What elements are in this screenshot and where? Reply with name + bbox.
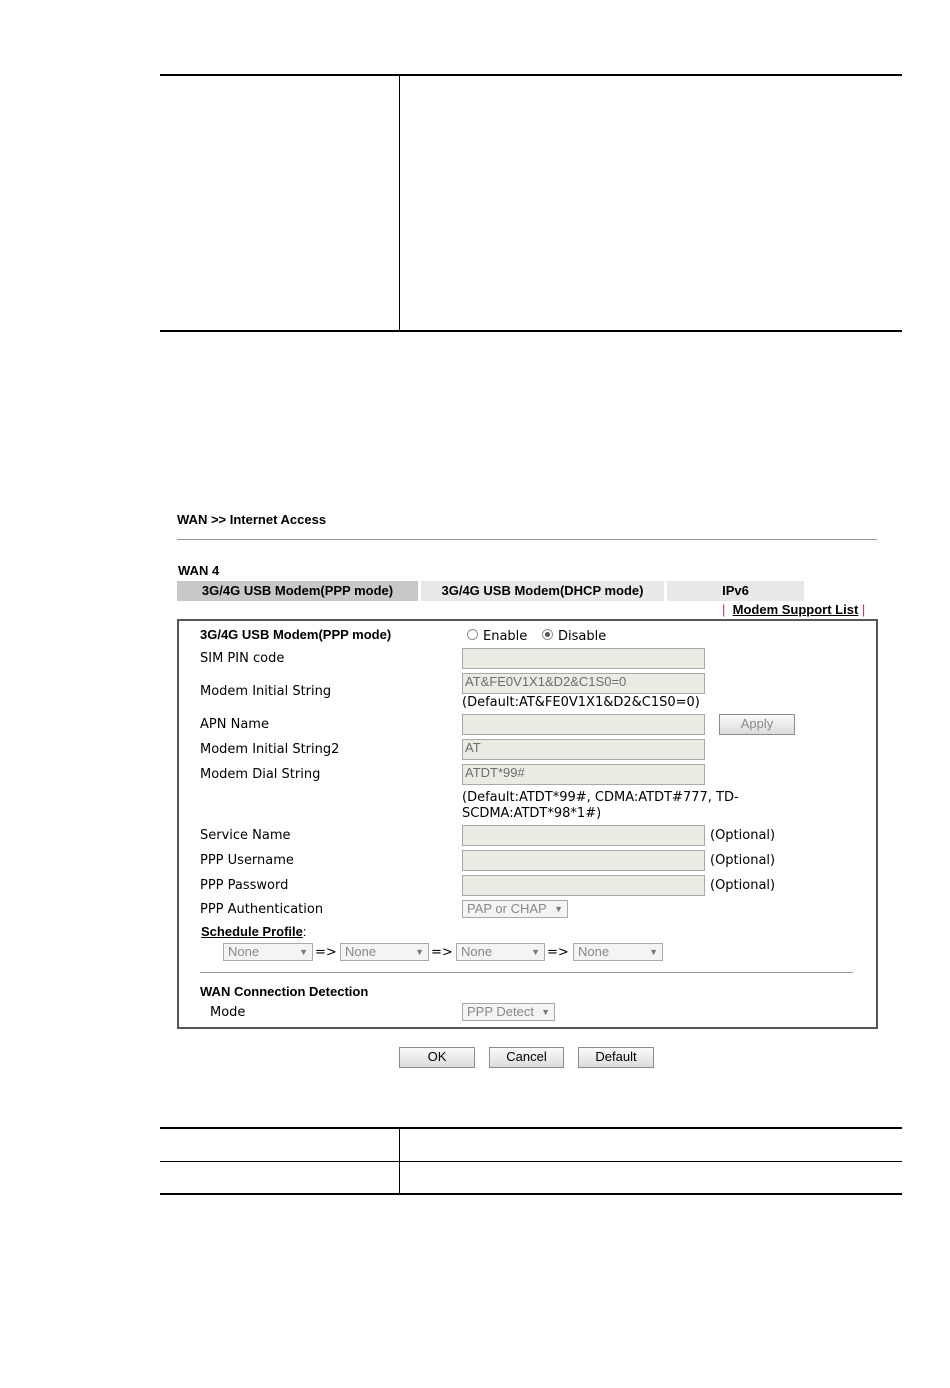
dial-string-default-line2: SCDMA:ATDT*98*1#) — [462, 806, 602, 821]
schedule-value-3: None — [461, 944, 493, 959]
schedule-arrow-2: => — [431, 945, 453, 960]
ppp-password-label: PPP Password — [200, 878, 289, 893]
chevron-down-icon: ▼ — [554, 904, 563, 914]
dial-string-label: Modem Dial String — [200, 767, 321, 782]
apply-button[interactable]: Apply — [719, 714, 795, 735]
schedule-select-4[interactable] — [573, 943, 663, 961]
top-table-top-rule — [160, 74, 902, 76]
schedule-select-3[interactable] — [456, 943, 545, 961]
default-button[interactable]: Default — [578, 1047, 654, 1068]
ppp-auth-select[interactable] — [462, 900, 568, 918]
init-string-field[interactable]: AT&FE0V1X1&D2&C1S0=0 — [462, 673, 705, 694]
schedule-arrow-3: => — [547, 945, 569, 960]
ppp-username-optional: (Optional) — [710, 853, 776, 868]
ppp-auth-label: PPP Authentication — [200, 902, 324, 917]
separator-bar-right: | — [861, 602, 866, 617]
apn-field[interactable] — [462, 714, 705, 735]
init-string2-field[interactable]: AT — [462, 739, 705, 760]
enable-label: Enable — [483, 629, 528, 644]
detection-title: WAN Connection Detection — [200, 984, 369, 999]
bottom-table-bottom-rule — [160, 1193, 902, 1195]
bottom-table-top-rule — [160, 1127, 902, 1129]
apn-label: APN Name — [200, 717, 269, 732]
page-title: WAN 4 — [178, 563, 220, 578]
ppp-username-field[interactable] — [462, 850, 705, 871]
sim-pin-label: SIM PIN code — [200, 651, 285, 666]
modem-support-list-link[interactable]: Modem Support List — [732, 602, 859, 617]
dial-string-default-line1: (Default:ATDT*99#, CDMA:ATDT#777, TD- — [462, 790, 739, 805]
schedule-value-1: None — [228, 944, 260, 959]
schedule-arrow-1: => — [315, 945, 337, 960]
bottom-table-row-rule — [160, 1161, 902, 1162]
sim-pin-field[interactable] — [462, 648, 705, 669]
enable-radio-icon[interactable] — [467, 629, 478, 640]
separator-bar: | — [722, 602, 726, 617]
service-name-label: Service Name — [200, 828, 291, 843]
cancel-button[interactable]: Cancel — [489, 1047, 564, 1068]
chevron-down-icon: ▼ — [531, 947, 540, 957]
detection-mode-label: Mode — [210, 1005, 246, 1020]
schedule-value-2: None — [345, 944, 377, 959]
ok-button[interactable]: OK — [399, 1047, 475, 1068]
ppp-password-field[interactable] — [462, 875, 705, 896]
chevron-down-icon: ▼ — [649, 947, 658, 957]
chevron-down-icon: ▼ — [541, 1007, 550, 1017]
service-name-optional: (Optional) — [710, 828, 776, 843]
bottom-table-divider — [399, 1129, 400, 1193]
init-string2-label: Modem Initial String2 — [200, 742, 340, 757]
chevron-down-icon: ▼ — [415, 947, 424, 957]
disable-radio-icon[interactable] — [542, 629, 553, 640]
schedule-profile-label — [201, 924, 307, 939]
top-table-divider — [399, 76, 400, 330]
schedule-colon: : — [302, 924, 307, 939]
init-string-default: (Default:AT&FE0V1X1&D2&C1S0=0) — [462, 695, 700, 710]
top-table-bottom-rule — [160, 330, 902, 332]
disable-label: Disable — [558, 629, 607, 644]
init-string-label: Modem Initial String — [200, 684, 332, 699]
tab-ppp-mode[interactable]: 3G/4G USB Modem(PPP mode) — [177, 581, 418, 601]
ppp-password-optional: (Optional) — [710, 878, 776, 893]
support-links — [722, 602, 865, 617]
ppp-username-label: PPP Username — [200, 853, 294, 868]
tab-dhcp-mode[interactable]: 3G/4G USB Modem(DHCP mode) — [421, 581, 664, 601]
schedule-profile-link[interactable]: Schedule Profile — [201, 924, 303, 939]
schedule-value-4: None — [578, 944, 610, 959]
breadcrumb: WAN >> Internet Access — [177, 512, 327, 527]
chevron-down-icon: ▼ — [299, 947, 308, 957]
detection-mode-value: PPP Detect — [467, 1004, 534, 1019]
section-divider — [200, 972, 853, 973]
tab-ipv6[interactable]: IPv6 — [667, 581, 804, 601]
service-name-field[interactable] — [462, 825, 705, 846]
schedule-select-2[interactable] — [340, 943, 429, 961]
breadcrumb-rule — [177, 539, 877, 540]
ppp-auth-value: PAP or CHAP — [467, 901, 547, 916]
mode-label: 3G/4G USB Modem(PPP mode) — [200, 627, 392, 642]
schedule-select-1[interactable] — [223, 943, 313, 961]
detection-mode-select[interactable] — [462, 1003, 555, 1021]
dial-string-field[interactable]: ATDT*99# — [462, 764, 705, 785]
